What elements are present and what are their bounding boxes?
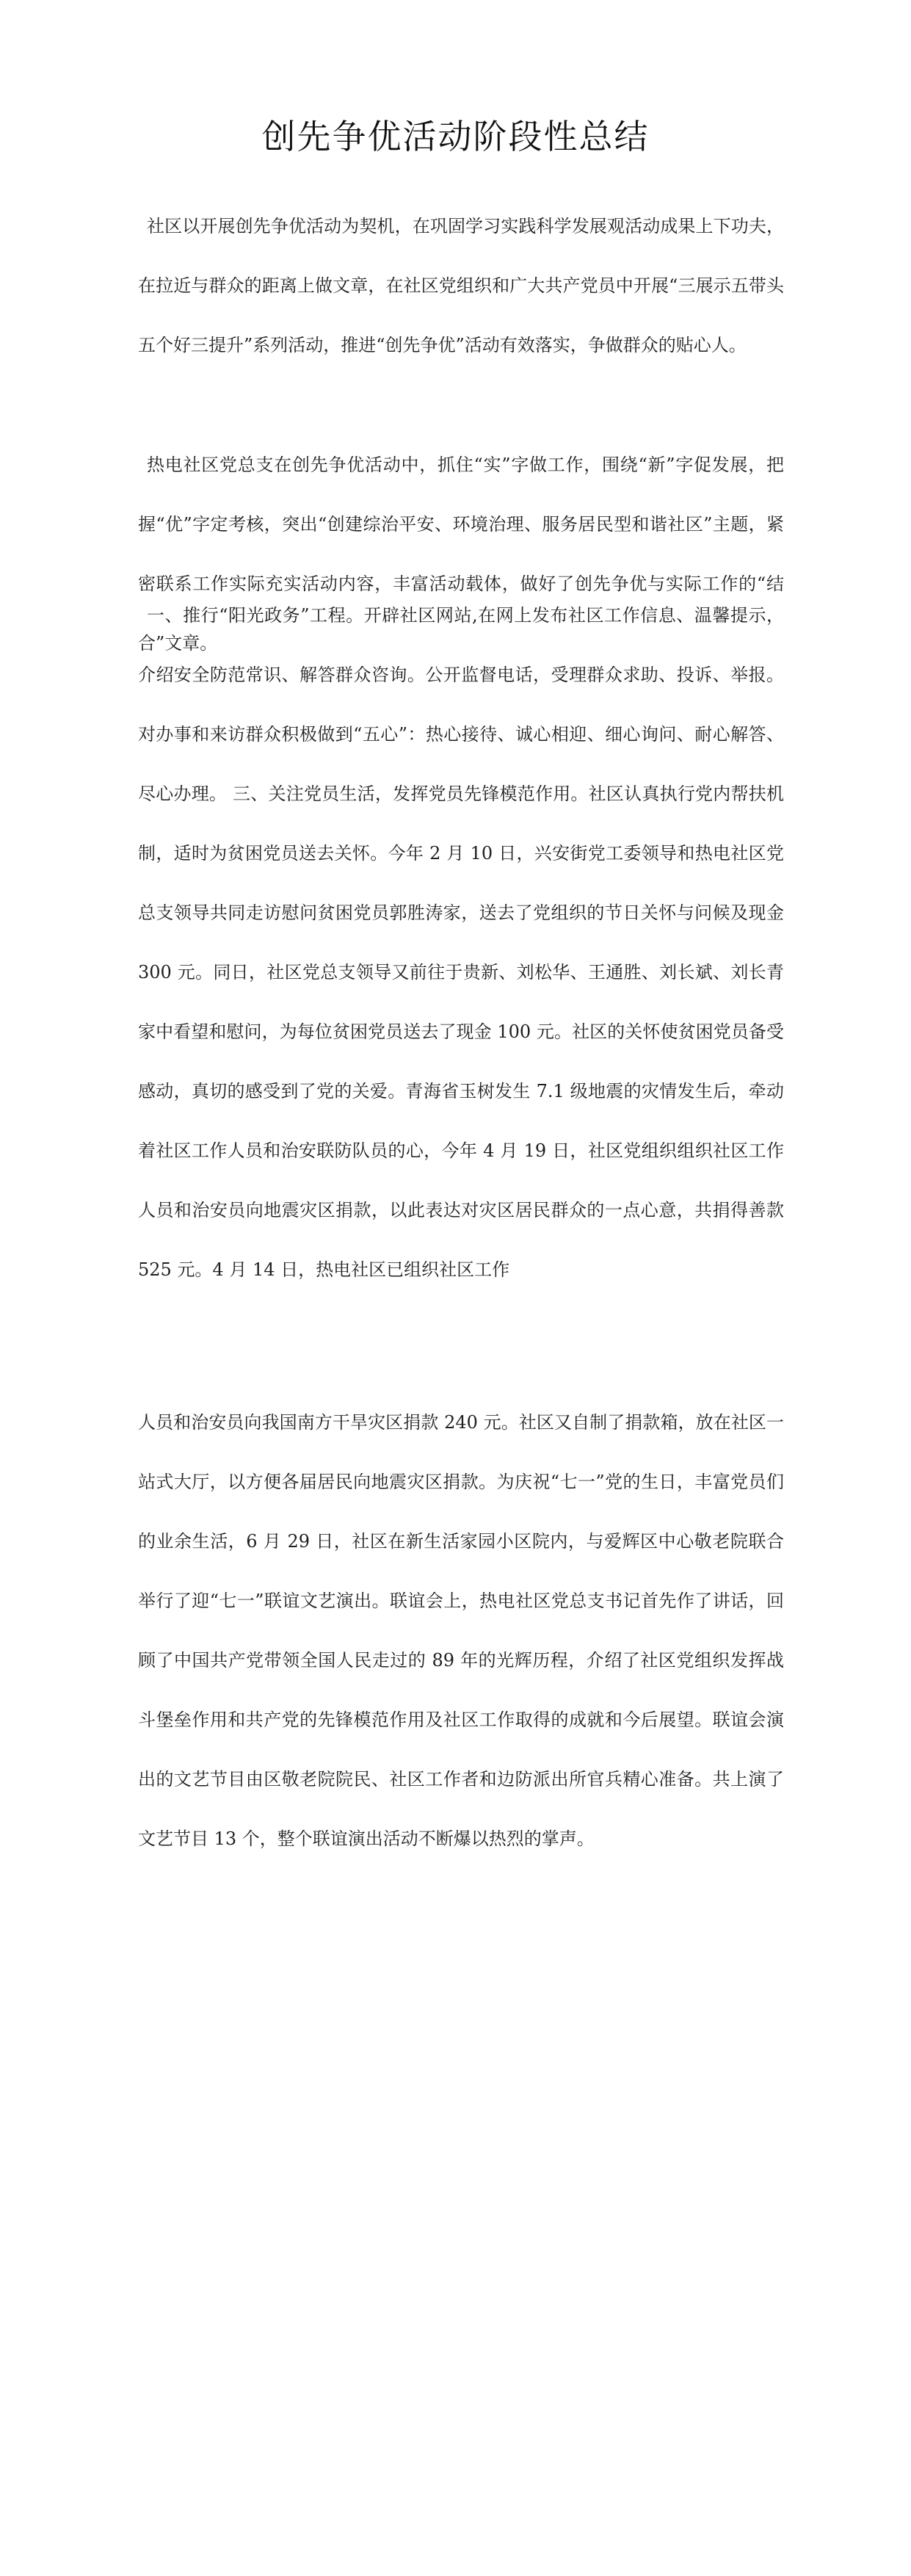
paragraph-party-branch: 热电社区党总支在创先争优活动中，抓住“实”字做工作，围绕“新”字促发展，把握“优”字定考核，突出“创建综治平安、环境治理、服务居民型和谐社区”主题，紧密联系工作实际充实活动内容，丰富活动载体，做好了创先争优与实际工作的“结合”文章。: [138, 455, 784, 654]
document-title: 创先争优活动阶段性总结: [261, 117, 650, 156]
paragraph-intro: 社区以开展创先争优活动为契机，在巩固学习实践科学发展观活动成果上下功夫，在拉近与群众的距离上做文章，在社区党组织和广大共产党员中开展“三展示五带头五个好三提升”系列活动，推进“创先争优”活动有效落实，争做群众的贴心人。: [138, 216, 784, 355]
paragraph-sunshine-affairs: 一、推行“阳光政务”工程。开辟社区网站,在网上发布社区工作信息、温馨提示，介绍安全防范常识、解答群众咨询。公开监督电话，受理群众求助、投诉、举报。对办事和来访群众积极做到“五心”：热心接待、诚心相迎、细心询问、耐心解答、尽心办理。 三、关注党员生活，发挥党员先锋模范作用。社区认真执行党内帮扶机制，适时为贫困党员送去关怀。今年 2 月 10 日，兴安街党工委领导和热电社区党总支领导共同走访慰问贫困党员郭胜涛家，送去了党组织的节日关怀与问候及现金 300 元。同日，社区党总支领导又前往于贵新、刘松华、王通胜、刘长斌、刘长青家中看望和慰问，为每位贫困党员送去了现金 100 元。社区的关怀使贫困党员备受感动，真切的感受到了党的关爱。青海省玉树发生 7.1 级地震的灾情发生后，牵动着社区工作人员和治安联防队员的心，今年 4 月 19 日，社区党组织组织社区工作人员和治安员向地震灾区捐款，以此表达对灾区居民群众的一点心意，共捐得善款 525 元。4 月 14 日，热电社区已组织社区工作: [138, 605, 784, 1280]
paragraph-donations-celebration: 人员和治安员向我国南方干旱灾区捐款 240 元。社区又自制了捐款箱，放在社区一站式大厅，以方便各届居民向地震灾区捐款。为庆祝“七一”党的生日，丰富党员们的业余生活，6 月 29 日，社区在新生活家园小区院内，与爱辉区中心敬老院联合举行了迎“七一”联谊文艺演出。联谊会上，热电社区党总支书记首先作了讲话，回顾了中国共产党带领全国人民走过的 89 年的光辉历程，介绍了社区党组织发挥战斗堡垒作用和共产党的先锋模范作用及社区工作取得的成就和今后展望。联谊会演出的文艺节目由区敬老院院民、社区工作者和边防派出所官兵精心准备。共上演了文艺节目 13 个，整个联谊演出活动不断爆以热烈的掌声。: [138, 1412, 784, 1849]
